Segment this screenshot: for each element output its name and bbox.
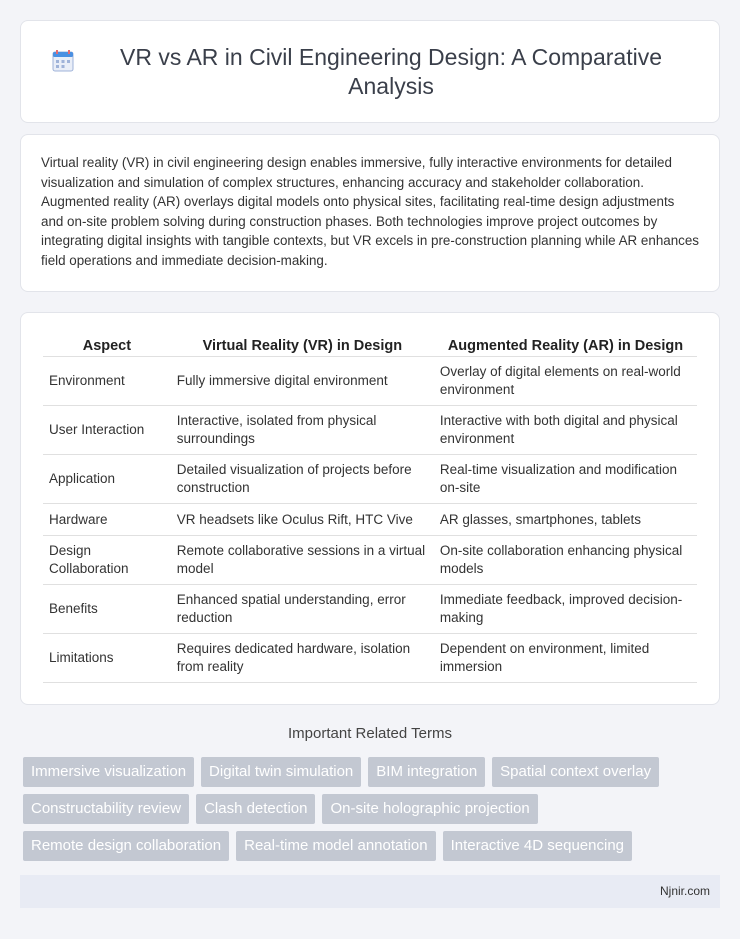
- related-term-tag[interactable]: Constructability review: [23, 794, 189, 824]
- table-row: [43, 634, 697, 683]
- table-row: [43, 536, 697, 585]
- cell-ar: Interactive with both digital and physical environment: [434, 406, 697, 455]
- cell-vr: Fully immersive digital environment: [171, 357, 434, 406]
- cell-aspect: Application: [43, 455, 171, 504]
- title-card: [20, 20, 720, 123]
- related-term-tag[interactable]: Interactive 4D sequencing: [443, 831, 632, 861]
- related-terms-list: [23, 757, 723, 868]
- footer-site-link[interactable]: Njnir.com: [659, 884, 710, 898]
- related-term-tag[interactable]: Immersive visualization: [23, 757, 194, 787]
- cell-vr: VR headsets like Oculus Rift, HTC Vive: [171, 504, 434, 536]
- cell-aspect: Benefits: [43, 585, 171, 634]
- related-term-tag[interactable]: Spatial context overlay: [492, 757, 659, 787]
- table-row: [43, 504, 697, 536]
- cell-aspect: Design Collaboration: [43, 536, 171, 585]
- cell-ar: Dependent on environment, limited immersion: [434, 634, 697, 683]
- page-title: VR vs AR in Civil Engineering Design: A Comparative Analysis: [119, 43, 663, 99]
- table-row: [43, 455, 697, 504]
- cell-ar: Overlay of digital elements on real-world environment: [434, 357, 697, 406]
- cell-vr: Enhanced spatial understanding, error reduction: [171, 585, 434, 634]
- related-term-tag[interactable]: Digital twin simulation: [201, 757, 361, 787]
- related-term-tag[interactable]: On-site holographic projection: [322, 794, 537, 824]
- related-term-tag[interactable]: Remote design collaboration: [23, 831, 229, 861]
- cell-aspect: User Interaction: [43, 406, 171, 455]
- cell-aspect: Limitations: [43, 634, 171, 683]
- table-row: [43, 406, 697, 455]
- table-row: [43, 357, 697, 406]
- intro-paragraph: Virtual reality (VR) in civil engineering design enables immersive, fully interactive environments for detailed visualization and simulation of complex structures, enhancing accuracy and stakeholder collaboration. Augmented reality (AR) overlays digital models onto physical sites, facilitating real-time design adjustments and on-site problem solving during construction phases. Both technologies improve project outcomes by integrating digital insights with tangible contexts, but VR excels in pre-construction planning while AR enhances field operations and immediate decision-making.: [41, 155, 700, 268]
- footer: [20, 875, 720, 908]
- calendar-icon: [51, 49, 75, 73]
- comparison-table: [43, 335, 697, 683]
- table-header-row: [43, 335, 697, 357]
- cell-vr: Detailed visualization of projects before construction: [171, 455, 434, 504]
- related-term-tag[interactable]: Real-time model annotation: [236, 831, 435, 861]
- table-row: [43, 585, 697, 634]
- tag-row: [23, 831, 723, 861]
- comparison-table-card: [20, 312, 720, 705]
- related-term-tag[interactable]: BIM integration: [368, 757, 485, 787]
- intro-card: [20, 134, 720, 292]
- related-term-tag[interactable]: Clash detection: [196, 794, 315, 824]
- cell-vr: Requires dedicated hardware, isolation from reality: [171, 634, 434, 683]
- cell-ar: On-site collaboration enhancing physical models: [434, 536, 697, 585]
- cell-aspect: Hardware: [43, 504, 171, 536]
- tag-row: [23, 757, 723, 787]
- cell-ar: Real-time visualization and modification on-site: [434, 455, 697, 504]
- cell-ar: AR glasses, smartphones, tablets: [434, 504, 697, 536]
- header-vr: Virtual Reality (VR) in Design: [171, 335, 434, 357]
- cell-aspect: Environment: [43, 357, 171, 406]
- cell-vr: Interactive, isolated from physical surroundings: [171, 406, 434, 455]
- cell-ar: Immediate feedback, improved decision-making: [434, 585, 697, 634]
- related-terms-title: Important Related Terms: [288, 725, 452, 742]
- tag-row: [23, 794, 723, 824]
- header-ar: Augmented Reality (AR) in Design: [434, 335, 697, 357]
- cell-vr: Remote collaborative sessions in a virtual model: [171, 536, 434, 585]
- header-aspect: Aspect: [43, 335, 171, 357]
